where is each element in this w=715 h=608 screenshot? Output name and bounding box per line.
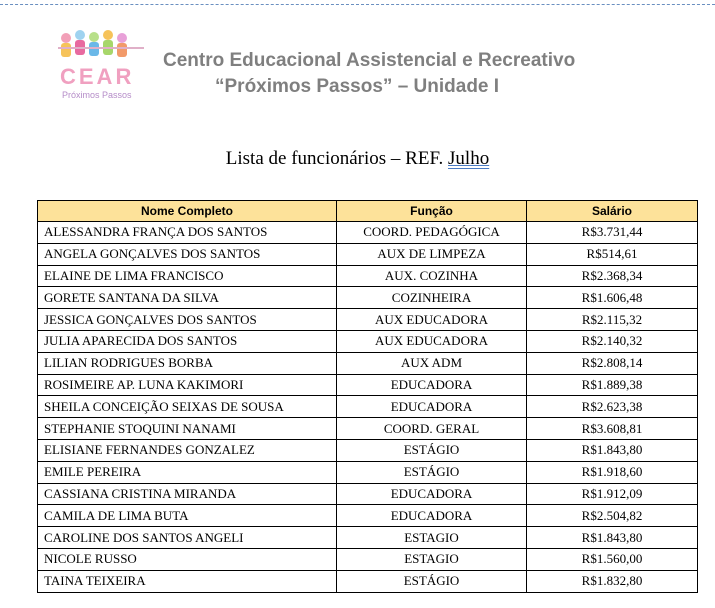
employee-salary-cell: R$1.843,80 (527, 527, 698, 549)
table-row (38, 439, 698, 461)
employee-name-cell: JESSICA GONÇALVES DOS SANTOS (38, 309, 337, 331)
employee-name-cell: ANGELA GONÇALVES DOS SANTOS (38, 243, 337, 265)
employee-role-cell: EDUCADORA (337, 483, 527, 505)
employee-role-cell: ESTÁGIO (337, 439, 527, 461)
employee-name-cell: ELAINE DE LIMA FRANCISCO (38, 265, 337, 287)
table-row (38, 265, 698, 287)
employee-role-cell: AUX DE LIMPEZA (337, 243, 527, 265)
table-row (38, 483, 698, 505)
employee-role-cell: EDUCADORA (337, 396, 527, 418)
header-line-2: “Próximos Passos” – Unidade I (215, 76, 500, 97)
header-line-1: Centro Educacional Assistencial e Recreativo (163, 50, 576, 71)
employee-role-cell: AUX EDUCADORA (337, 330, 527, 352)
table-row (38, 222, 698, 244)
employee-salary-cell: R$1.843,80 (527, 439, 698, 461)
table-row (38, 287, 698, 309)
employee-name-cell: TAINA TEIXEIRA (38, 570, 337, 592)
employee-role-cell: COZINHEIRA (337, 287, 527, 309)
table-row (38, 243, 698, 265)
page-top-border (0, 4, 715, 5)
employee-name-cell: ALESSANDRA FRANÇA DOS SANTOS (38, 222, 337, 244)
employee-name-cell: CAMILA DE LIMA BUTA (38, 505, 337, 527)
employee-salary-cell: R$1.560,00 (527, 548, 698, 570)
table-row (38, 352, 698, 374)
employee-role-cell: EDUCADORA (337, 374, 527, 396)
logo-text: CEAR (60, 64, 135, 89)
employee-name-cell: JULIA APARECIDA DOS SANTOS (38, 330, 337, 352)
table-row (38, 570, 698, 592)
children-figures-icon (58, 30, 144, 57)
employee-name-cell: SHEILA CONCEIÇÃO SEIXAS DE SOUSA (38, 396, 337, 418)
employee-role-cell: ESTÁGIO (337, 570, 527, 592)
employee-role-cell: COORD. GERAL (337, 418, 527, 440)
employee-name-cell: CASSIANA CRISTINA MIRANDA (38, 483, 337, 505)
logo-subtext: Próximos Passos (62, 90, 132, 100)
employee-salary-cell: R$1.918,60 (527, 461, 698, 483)
employee-role-cell: EDUCADORA (337, 505, 527, 527)
employee-role-cell: ESTAGIO (337, 527, 527, 549)
employee-name-cell: LILIAN RODRIGUES BORBA (38, 352, 337, 374)
employee-salary-cell: R$1.889,38 (527, 374, 698, 396)
column-header-name: Nome Completo (38, 201, 337, 222)
employee-salary-cell: R$2.808,14 (527, 352, 698, 374)
list-title-month: Julho (448, 148, 490, 169)
employee-name-cell: ELISIANE FERNANDES GONZALEZ (38, 439, 337, 461)
table-row (38, 330, 698, 352)
table-row (38, 396, 698, 418)
table-row (38, 418, 698, 440)
employee-role-cell: AUX EDUCADORA (337, 309, 527, 331)
list-title-prefix: Lista de funcionários – REF. (225, 148, 449, 169)
column-header-role: Função (337, 201, 527, 222)
employee-salary-cell: R$2.140,32 (527, 330, 698, 352)
employee-name-cell: GORETE SANTANA DA SILVA (38, 287, 337, 309)
employee-salary-cell: R$3.731,44 (527, 222, 698, 244)
table-row (38, 527, 698, 549)
employee-salary-cell: R$1.912,09 (527, 483, 698, 505)
table-header-row (38, 201, 698, 222)
table-body (38, 222, 698, 593)
employee-salary-cell: R$2.623,38 (527, 396, 698, 418)
list-title (0, 148, 715, 170)
employee-salary-cell: R$2.368,34 (527, 265, 698, 287)
table-row (38, 461, 698, 483)
employee-role-cell: ESTAGIO (337, 548, 527, 570)
employee-table (37, 200, 698, 593)
employee-salary-cell: R$1.832,80 (527, 570, 698, 592)
employee-name-cell: STEPHANIE STOQUINI NANAMI (38, 418, 337, 440)
employee-role-cell: COORD. PEDAGÓGICA (337, 222, 527, 244)
employee-role-cell: ESTÁGIO (337, 461, 527, 483)
employee-salary-cell: R$514,61 (527, 243, 698, 265)
cear-logo (52, 26, 152, 104)
table-row (38, 505, 698, 527)
employee-role-cell: AUX. COZINHA (337, 265, 527, 287)
employee-salary-cell: R$1.606,48 (527, 287, 698, 309)
employee-name-cell: CAROLINE DOS SANTOS ANGELI (38, 527, 337, 549)
table-row (38, 374, 698, 396)
header-institution (163, 48, 703, 100)
employee-salary-cell: R$2.115,32 (527, 309, 698, 331)
column-header-salary: Salário (527, 201, 698, 222)
employee-name-cell: EMILE PEREIRA (38, 461, 337, 483)
employee-role-cell: AUX ADM (337, 352, 527, 374)
employee-name-cell: NICOLE RUSSO (38, 548, 337, 570)
employee-salary-cell: R$3.608,81 (527, 418, 698, 440)
table-row (38, 309, 698, 331)
employee-salary-cell: R$2.504,82 (527, 505, 698, 527)
employee-name-cell: ROSIMEIRE AP. LUNA KAKIMORI (38, 374, 337, 396)
table-row (38, 548, 698, 570)
